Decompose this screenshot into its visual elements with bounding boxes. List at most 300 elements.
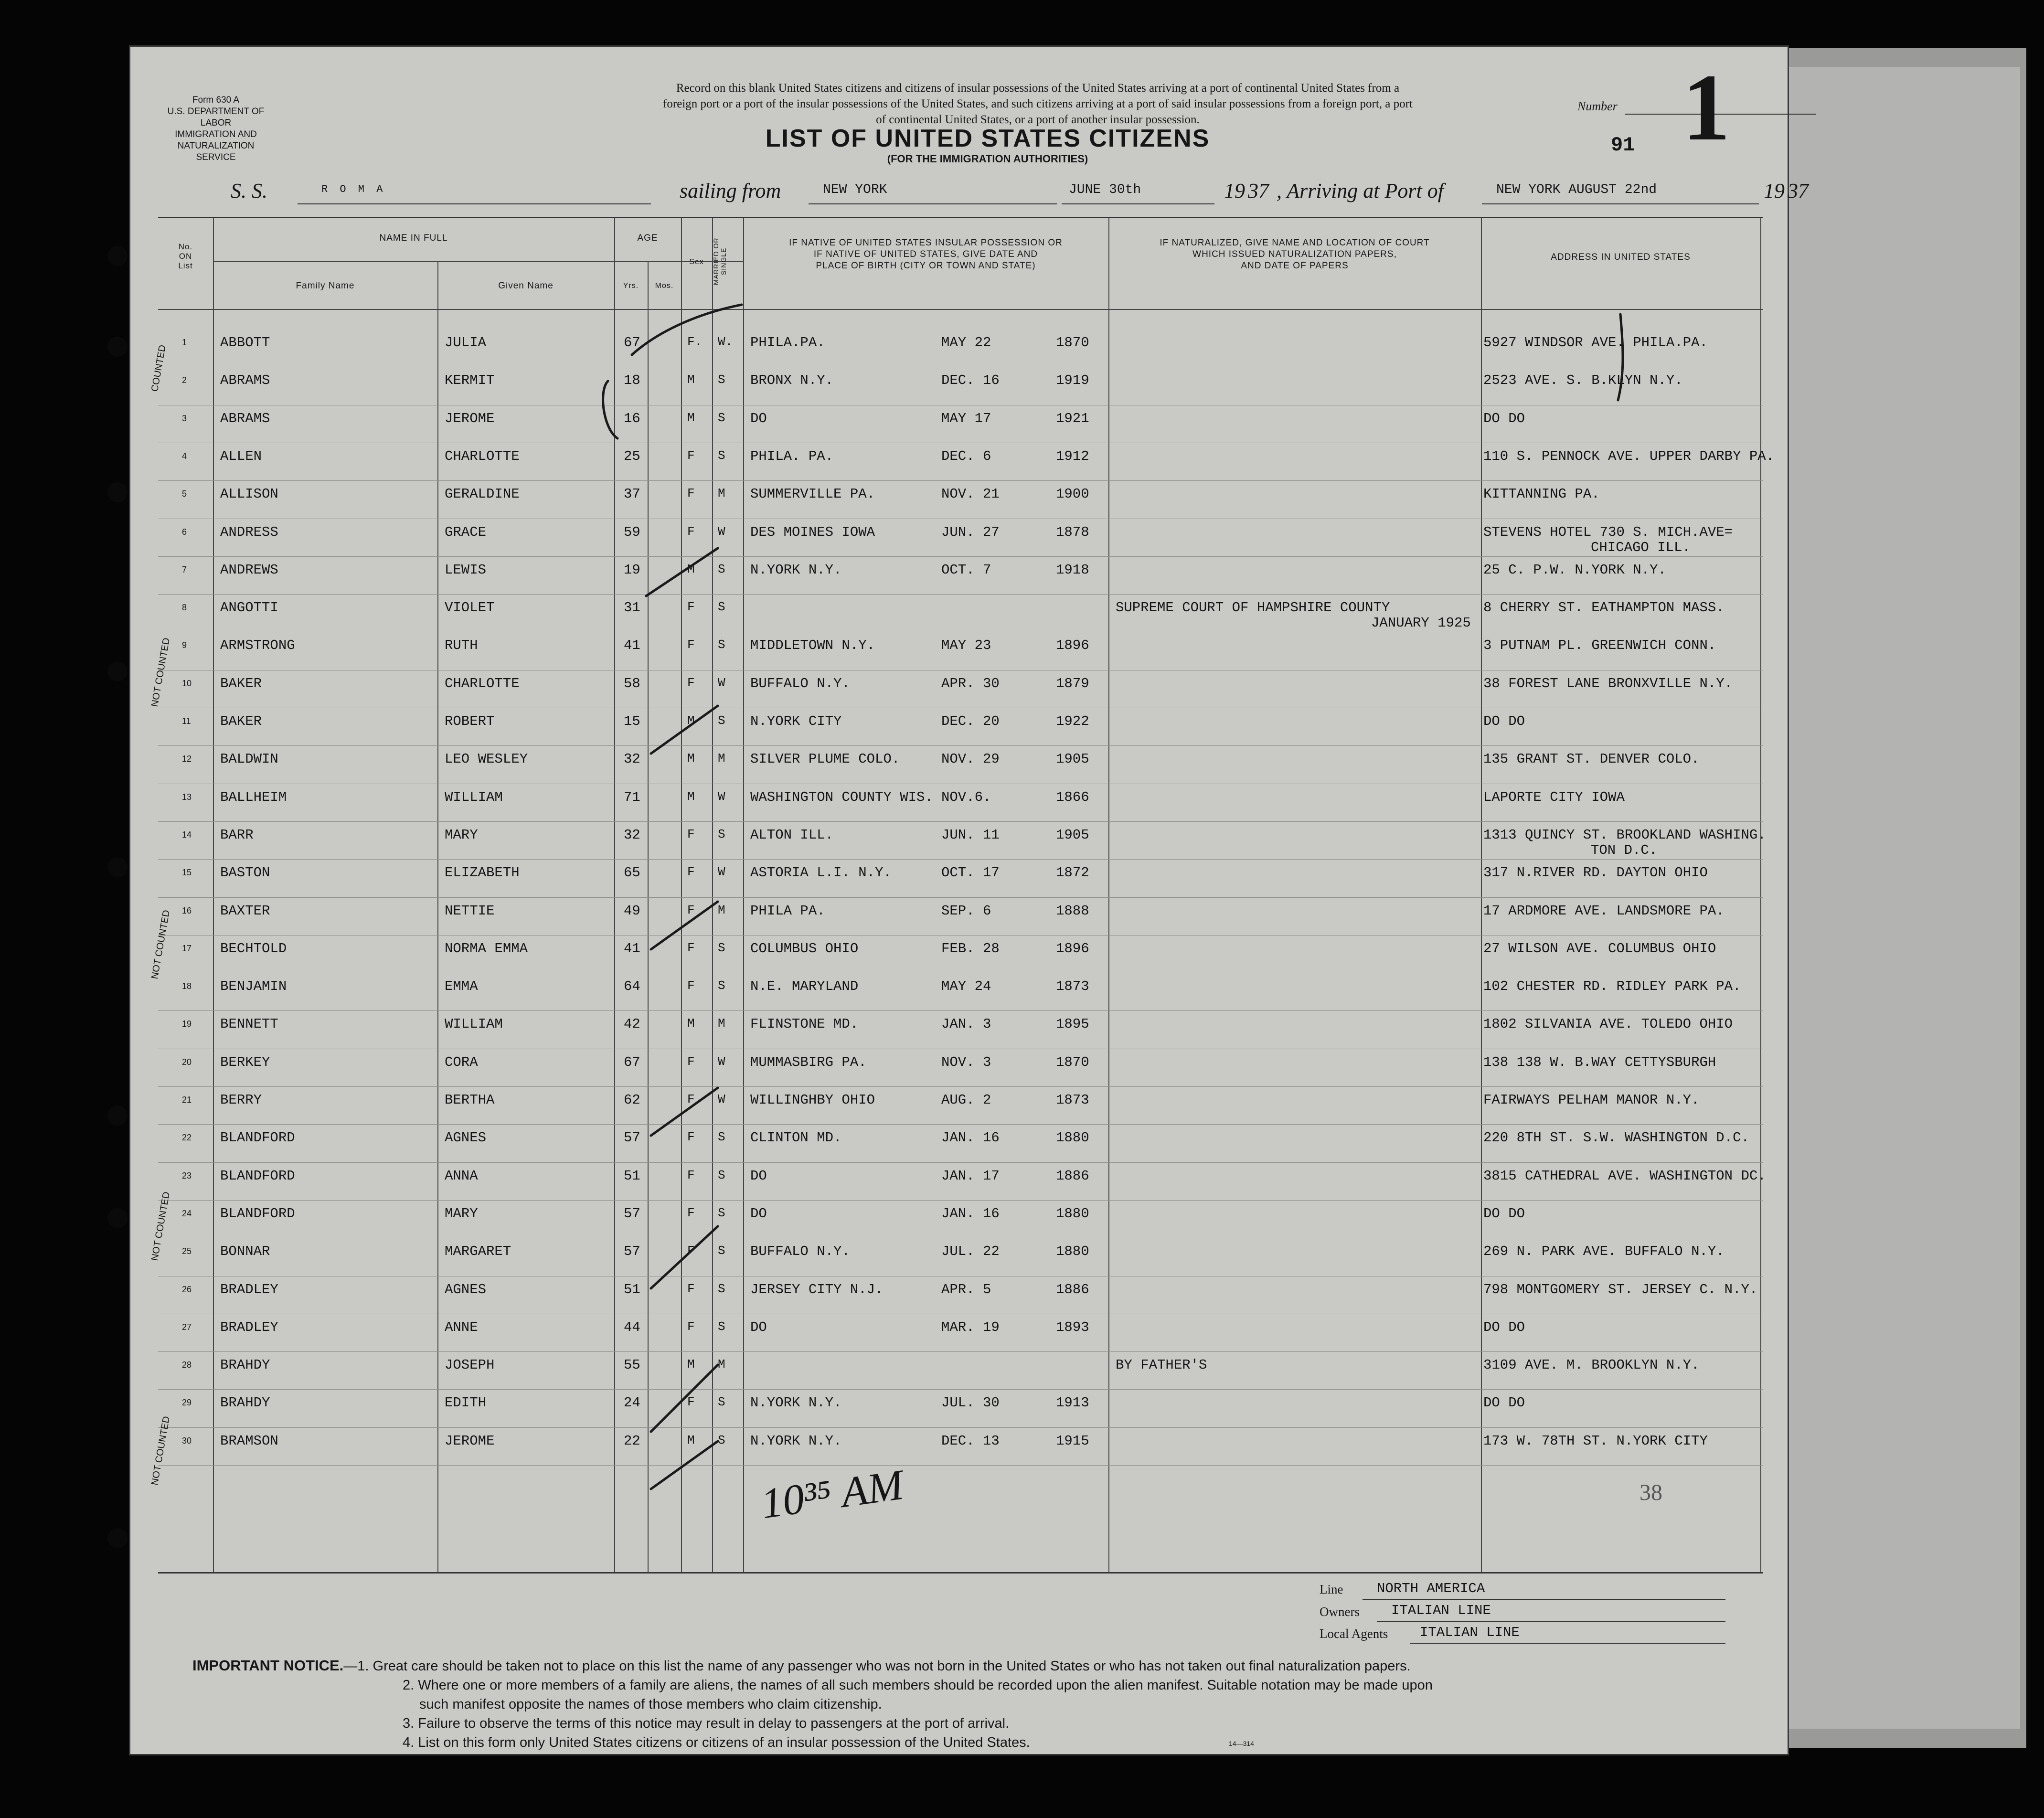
cell-place: DO: [750, 410, 767, 426]
cell-ms: M: [718, 903, 725, 917]
cell-date: MAY 23: [941, 638, 991, 654]
notice-item-3: 3. Failure to observe the terms of this notice may result in delay to passengers at the port of arrival.: [403, 1716, 1010, 1731]
cell-place: PHILA. PA.: [750, 448, 834, 464]
cell-year: 1915: [1056, 1433, 1089, 1449]
row-number: 17: [182, 943, 192, 953]
line-label: Line: [1320, 1582, 1343, 1596]
cell-year: 1918: [1056, 562, 1089, 578]
cell-age: 37: [624, 486, 640, 502]
header-name-in-full: NAME IN FULL: [379, 233, 448, 243]
cell-family: ANDREWS: [220, 562, 278, 578]
instructions-line-2: foreign port or a port of the insular possessions of the United States, and such citizens arriving at a port of said insular possessions from a foreign port, a port: [663, 97, 1413, 110]
cell-given: MARY: [445, 827, 478, 843]
cell-addr: 38 FOREST LANE BRONXVILLE N.Y.: [1483, 675, 1733, 691]
row-number: 10: [182, 678, 192, 688]
cell-ms: S: [718, 372, 725, 387]
cell-place: JERSEY CITY N.J.: [750, 1281, 884, 1297]
cell-age: 67: [624, 1054, 640, 1070]
cell-given: EDITH: [445, 1395, 487, 1411]
cell-ms: S: [718, 827, 725, 841]
cell-given: GERALDINE: [445, 486, 520, 502]
cell-place: WILLINGHBY OHIO: [750, 1092, 875, 1108]
cell-sex: M: [687, 410, 695, 425]
cell-date: DEC. 6: [941, 448, 991, 464]
cell-year: 1896: [1056, 638, 1089, 654]
cell-sex: F: [687, 1244, 695, 1258]
cell-year: 1893: [1056, 1319, 1089, 1335]
cell-addr: 27 WILSON AVE. COLUMBUS OHIO: [1483, 940, 1716, 957]
cell-given: CHARLOTTE: [445, 675, 520, 691]
cell-addr: 135 GRANT ST. DENVER COLO.: [1483, 751, 1700, 767]
cell-place: N.YORK N.Y.: [750, 1433, 842, 1449]
cell-ms: S: [718, 1205, 725, 1220]
page-title: LIST OF UNITED STATES CITIZENS: [765, 125, 1210, 152]
cell-addr: STEVENS HOTEL 730 S. MICH.AVE=: [1483, 524, 1733, 540]
important-notice: [192, 1656, 1745, 1752]
cell-nat-continued: JANUARY 1925: [1371, 615, 1471, 631]
cell-sex: F: [687, 903, 695, 917]
cell-age: 67: [624, 335, 640, 351]
cell-place: ALTON ILL.: [750, 827, 834, 843]
cell-family: BERRY: [220, 1092, 262, 1108]
cell-addr: DO DO: [1483, 410, 1525, 426]
row-number: 4: [182, 451, 187, 461]
cell-year: 1870: [1056, 335, 1089, 351]
cell-place: CLINTON MD.: [750, 1130, 842, 1146]
cell-ms: S: [718, 1130, 725, 1145]
cell-place: N.YORK N.Y.: [750, 1395, 842, 1411]
cell-ms: S: [718, 600, 725, 615]
cell-ms: S: [718, 1168, 725, 1182]
cell-place: MIDDLETOWN N.Y.: [750, 638, 875, 654]
cell-place: WASHINGTON COUNTY WIS.: [750, 789, 933, 805]
cell-place: DO: [750, 1168, 767, 1184]
cell-sex: F.: [687, 335, 703, 349]
cell-ms: S: [718, 713, 725, 728]
cell-family: BRAMSON: [220, 1433, 278, 1449]
cell-age: 32: [624, 827, 640, 843]
header-given-name: Given Name: [498, 281, 554, 291]
cell-date: MAY 24: [941, 978, 991, 995]
cell-sex: M: [687, 1357, 695, 1372]
cell-family: BRAHDY: [220, 1357, 270, 1373]
cell-age: 42: [624, 1016, 640, 1032]
cell-date: DEC. 13: [941, 1433, 1000, 1449]
cell-place: PHILA.PA.: [750, 335, 825, 351]
print-code: 14—314: [1229, 1740, 1254, 1747]
cell-age: 15: [624, 713, 640, 729]
cell-addr: 1802 SILVANIA AVE. TOLEDO OHIO: [1483, 1016, 1733, 1032]
cell-place: N.YORK CITY: [750, 713, 842, 729]
cell-family: BRADLEY: [220, 1319, 278, 1335]
cell-date: MAR. 19: [941, 1319, 1000, 1335]
cell-sex: F: [687, 940, 695, 955]
binding-hole: [107, 1528, 128, 1548]
row-number: 22: [182, 1133, 192, 1143]
binding-hole: [107, 337, 128, 357]
cell-age: 24: [624, 1395, 640, 1411]
cell-family: BRADLEY: [220, 1281, 278, 1297]
header-family-name: Family Name: [296, 281, 355, 291]
cell-ms: M: [718, 1357, 725, 1372]
cell-date: OCT. 17: [941, 865, 1000, 881]
cell-sex: F: [687, 827, 695, 841]
cell-given: JOSEPH: [445, 1357, 495, 1373]
cell-addr: 110 S. PENNOCK AVE. UPPER DARBY PA.: [1483, 448, 1775, 464]
cell-year: 1880: [1056, 1130, 1089, 1146]
cell-family: BENJAMIN: [220, 978, 287, 995]
arrival-port-date: NEW YORK AUGUST 22nd: [1496, 182, 1657, 197]
cell-age: 44: [624, 1319, 640, 1335]
notice-item-2-cont: such manifest opposite the names of those members who claim citizenship.: [419, 1697, 882, 1712]
sailing-date: JUNE 30th: [1069, 182, 1141, 197]
agents-value: ITALIAN LINE: [1420, 1625, 1520, 1640]
cell-date: JUL. 22: [941, 1244, 1000, 1260]
line-underline: [1363, 1599, 1725, 1600]
cell-family: BAKER: [220, 675, 262, 691]
cell-family: BENNETT: [220, 1016, 278, 1032]
cell-age: 59: [624, 524, 640, 540]
not-counted-stamp: NOT COUNTED: [149, 637, 172, 708]
cell-given: JULIA: [445, 335, 487, 351]
cell-sex: M: [687, 562, 695, 576]
cell-given: AGNES: [445, 1281, 487, 1297]
cell-sex: F: [687, 865, 695, 880]
cell-family: BARR: [220, 827, 254, 843]
cell-ms: S: [718, 638, 725, 652]
cell-place: COLUMBUS OHIO: [750, 940, 859, 957]
row-number: 1: [182, 338, 187, 347]
line-value: NORTH AMERICA: [1377, 1581, 1485, 1596]
cell-given: RUTH: [445, 638, 478, 654]
cell-year: 1866: [1056, 789, 1089, 805]
cell-year: 1886: [1056, 1281, 1089, 1297]
page-number: 1: [1682, 55, 1730, 160]
cell-sex: F: [687, 1168, 695, 1182]
agency-line-1: IMMIGRATION AND: [175, 129, 257, 139]
cell-date: NOV. 3: [941, 1054, 991, 1070]
cell-family: BASTON: [220, 865, 270, 881]
cell-given: MARY: [445, 1205, 478, 1222]
row-number: 20: [182, 1057, 192, 1067]
agents-underline: [1410, 1643, 1725, 1644]
cell-age: 62: [624, 1092, 640, 1108]
row-number: 26: [182, 1284, 192, 1294]
cell-place: BUFFALO N.Y.: [750, 1244, 850, 1260]
sailing-label: sailing from: [680, 179, 781, 202]
owners-underline: [1377, 1621, 1725, 1622]
cell-year: 1921: [1056, 410, 1089, 426]
cell-date: JUL. 30: [941, 1395, 1000, 1411]
cell-date: DEC. 20: [941, 713, 1000, 729]
cell-year: 1873: [1056, 978, 1089, 995]
header-naturalization: IF NATURALIZED, GIVE NAME AND LOCATION OF COURT WHICH ISSUED NATURALIZATION PAPERS, AND DATE OF PAPERS: [1160, 238, 1430, 271]
row-number: 5: [182, 489, 187, 499]
cell-addr: 3 PUTNAM PL. GREENWICH CONN.: [1483, 638, 1716, 654]
cell-given: ANNE: [445, 1319, 478, 1335]
cell-given: CHARLOTTE: [445, 448, 520, 464]
cell-age: 58: [624, 675, 640, 691]
row-number: 6: [182, 527, 187, 537]
cell-given: CORA: [445, 1054, 478, 1070]
cell-given: BERTHA: [445, 1092, 495, 1108]
cell-given: WILLIAM: [445, 1016, 503, 1032]
cell-date: JAN. 3: [941, 1016, 991, 1032]
cell-ms: W: [718, 675, 725, 690]
cell-addr: 3109 AVE. M. BROOKLYN N.Y.: [1483, 1357, 1700, 1373]
cell-family: BLANDFORD: [220, 1168, 295, 1184]
cell-ms: W: [718, 789, 725, 804]
notice-lead: IMPORTANT NOTICE.: [192, 1657, 344, 1674]
cell-ms: W: [718, 1054, 725, 1069]
cell-nat: BY FATHER'S: [1116, 1357, 1207, 1373]
cell-nat: SUPREME COURT OF HAMPSHIRE COUNTY: [1116, 600, 1390, 616]
cell-age: 41: [624, 940, 640, 957]
cell-sex: F: [687, 1054, 695, 1069]
cell-family: BALDWIN: [220, 751, 278, 767]
cell-family: ABRAMS: [220, 372, 270, 389]
cell-ms: S: [718, 448, 725, 463]
cell-date: NOV. 29: [941, 751, 1000, 767]
cell-place: PHILA PA.: [750, 903, 825, 919]
cell-age: 65: [624, 865, 640, 881]
cell-addr: FAIRWAYS PELHAM MANOR N.Y.: [1483, 1092, 1700, 1108]
header-sex: Sex: [689, 258, 704, 266]
cell-age: 64: [624, 978, 640, 995]
header-years: Yrs.: [623, 282, 639, 290]
cell-addr: 138 138 W. B.WAY CETTYSBURGH: [1483, 1054, 1716, 1070]
header-address: ADDRESS IN UNITED STATES: [1551, 252, 1691, 262]
cell-place: DES MOINES IOWA: [750, 524, 875, 540]
cell-given: AGNES: [445, 1130, 487, 1146]
binding-hole: [107, 1106, 128, 1126]
cell-ms: W: [718, 865, 725, 880]
cell-family: ARMSTRONG: [220, 638, 295, 654]
not-counted-stamp: NOT COUNTED: [149, 1415, 172, 1486]
cell-addr: 25 C. P.W. N.YORK N.Y.: [1483, 562, 1666, 578]
cell-sex: F: [687, 978, 695, 993]
row-number: 2: [182, 375, 187, 385]
cell-place: N.YORK N.Y.: [750, 562, 842, 578]
cell-family: ALLEN: [220, 448, 262, 464]
binding-hole: [107, 246, 128, 266]
cell-sex: F: [687, 1092, 695, 1106]
cell-ms: M: [718, 751, 725, 766]
cell-given: ROBERT: [445, 713, 495, 729]
owners-label: Owners: [1320, 1605, 1360, 1619]
cell-ms: W.: [718, 335, 733, 349]
cell-place: BUFFALO N.Y.: [750, 675, 850, 691]
cell-ms: S: [718, 410, 725, 425]
row-number: 27: [182, 1322, 192, 1332]
cell-sex: F: [687, 600, 695, 615]
cell-sex: F: [687, 1281, 695, 1296]
cell-year: 1912: [1056, 448, 1089, 464]
arrival-year-suffix: 37: [1788, 179, 1809, 202]
cell-date: JUN. 27: [941, 524, 1000, 540]
cell-addr: DO DO: [1483, 1205, 1525, 1222]
cell-given: KERMIT: [445, 372, 495, 389]
cell-age: 49: [624, 903, 640, 919]
cell-date: DEC. 16: [941, 372, 1000, 389]
cell-sex: F: [687, 448, 695, 463]
cell-place: N.E. MARYLAND: [750, 978, 859, 995]
header-age: AGE: [637, 233, 658, 243]
cell-date: FEB. 28: [941, 940, 1000, 957]
cell-date: NOV.6.: [941, 789, 991, 805]
cell-date: NOV. 21: [941, 486, 1000, 502]
cell-addr: DO DO: [1483, 713, 1525, 729]
cell-addr: 8 CHERRY ST. EATHAMPTON MASS.: [1483, 600, 1725, 616]
cell-place: DO: [750, 1319, 767, 1335]
cell-ms: S: [718, 940, 725, 955]
cell-given: WILLIAM: [445, 789, 503, 805]
cell-age: 19: [624, 562, 640, 578]
counted-stamp: COUNTED: [149, 344, 168, 393]
cell-sex: M: [687, 751, 695, 766]
cell-family: BERKEY: [220, 1054, 270, 1070]
cell-year: 1873: [1056, 1092, 1089, 1108]
row-number: 9: [182, 640, 187, 650]
cell-age: 57: [624, 1130, 640, 1146]
cell-age: 51: [624, 1168, 640, 1184]
cell-addr: 317 N.RIVER RD. DAYTON OHIO: [1483, 865, 1708, 881]
agency-line-2: NATURALIZATION SERVICE: [177, 141, 255, 162]
cell-given: NETTIE: [445, 903, 495, 919]
cell-year: 1878: [1056, 524, 1089, 540]
cell-addr: 2523 AVE. S. B.KLYN N.Y.: [1483, 372, 1683, 389]
cell-given: JEROME: [445, 1433, 495, 1449]
cell-age: 25: [624, 448, 640, 464]
cell-age: 57: [624, 1244, 640, 1260]
cell-addr: KITTANNING PA.: [1483, 486, 1600, 502]
header-place-of-birth: IF NATIVE OF UNITED STATES INSULAR POSSESSION OR IF NATIVE OF UNITED STATES, GIVE DATE AND PLACE OF BIRTH (CITY OR TOWN AND STATE): [789, 238, 1063, 271]
cell-given: ANNA: [445, 1168, 478, 1184]
cell-addr: 173 W. 78TH ST. N.YORK CITY: [1483, 1433, 1708, 1449]
binding-hole: [107, 661, 128, 681]
cell-age: 51: [624, 1281, 640, 1297]
ss-label: S. S.: [231, 179, 267, 202]
cell-year: 1905: [1056, 751, 1089, 767]
cell-age: 31: [624, 600, 640, 616]
cell-ms: W: [718, 524, 725, 539]
row-number: 12: [182, 754, 192, 764]
cell-addr: 220 8TH ST. S.W. WASHINGTON D.C.: [1483, 1130, 1749, 1146]
cell-family: BRAHDY: [220, 1395, 270, 1411]
cell-sex: F: [687, 1130, 695, 1145]
cell-family: BLANDFORD: [220, 1205, 295, 1222]
cell-date: MAY 22: [941, 335, 991, 351]
row-number: 28: [182, 1360, 192, 1370]
cell-place: FLINSTONE MD.: [750, 1016, 859, 1032]
cell-ms: W: [718, 1092, 725, 1106]
cell-given: LEWIS: [445, 562, 487, 578]
cell-addr: 17 ARDMORE AVE. LANDSMORE PA.: [1483, 903, 1725, 919]
cell-addr-continued: CHICAGO ILL.: [1591, 539, 1691, 555]
cell-year: 1905: [1056, 827, 1089, 843]
cell-year: 1919: [1056, 372, 1089, 389]
row-number: 11: [182, 716, 191, 726]
cell-sex: M: [687, 1016, 695, 1031]
cell-family: BAXTER: [220, 903, 270, 919]
row-number: 30: [182, 1435, 192, 1446]
cell-addr: LAPORTE CITY IOWA: [1483, 789, 1625, 805]
row-number: 18: [182, 981, 192, 991]
cell-family: ABRAMS: [220, 410, 270, 426]
row-number: 8: [182, 603, 187, 613]
notice-item-4: 4. List on this form only United States citizens or citizens of an insular possession of the United States.: [403, 1735, 1030, 1750]
cell-family: BALLHEIM: [220, 789, 287, 805]
cell-year: 1896: [1056, 940, 1089, 957]
row-number: 13: [182, 792, 192, 802]
departure-port: NEW YORK: [823, 182, 887, 197]
cell-ms: S: [718, 1395, 725, 1410]
cell-year: 1895: [1056, 1016, 1089, 1032]
cell-family: ANDRESS: [220, 524, 278, 540]
list-code: 91: [1611, 134, 1635, 157]
cell-sex: F: [687, 638, 695, 652]
cell-sex: M: [687, 372, 695, 387]
cell-ms: M: [718, 486, 725, 501]
cell-sex: F: [687, 675, 695, 690]
cell-sex: F: [687, 1205, 695, 1220]
cell-place: ASTORIA L.I. N.Y.: [750, 865, 892, 881]
cell-age: 57: [624, 1205, 640, 1222]
cell-year: 1879: [1056, 675, 1089, 691]
cell-place: BRONX N.Y.: [750, 372, 834, 389]
department: U.S. DEPARTMENT OF LABOR: [167, 106, 265, 128]
manifest-page: [129, 45, 1809, 1755]
cell-sex: M: [687, 1433, 695, 1447]
cell-date: JUN. 11: [941, 827, 1000, 843]
cell-sex: M: [687, 713, 695, 728]
cell-date: APR. 30: [941, 675, 1000, 691]
cell-sex: F: [687, 1319, 695, 1334]
row-number: 14: [182, 829, 192, 840]
handwritten-checkmarks: [130, 47, 1788, 1754]
cell-date: JAN. 16: [941, 1130, 1000, 1146]
row-number: 21: [182, 1095, 192, 1105]
cell-ms: S: [718, 978, 725, 993]
header-list-no: No. ON List: [178, 242, 193, 270]
cell-year: 1880: [1056, 1205, 1089, 1222]
cell-given: LEO WESLEY: [445, 751, 528, 767]
row-number: 3: [182, 413, 187, 423]
arrival-year-prefix: 19: [1764, 179, 1785, 202]
cell-sex: M: [687, 789, 695, 804]
year-suffix: 37: [1248, 179, 1269, 202]
binding-hole: [107, 482, 128, 502]
cell-year: 1900: [1056, 486, 1089, 502]
arrival-time-note: 10³⁵ AM: [758, 1461, 906, 1528]
cell-addr-continued: TON D.C.: [1591, 842, 1658, 858]
cell-family: ALLISON: [220, 486, 278, 502]
cell-addr: DO DO: [1483, 1395, 1525, 1411]
cell-year: 1886: [1056, 1168, 1089, 1184]
cell-date: OCT. 7: [941, 562, 991, 578]
cell-family: ABBOTT: [220, 335, 270, 351]
cell-age: 22: [624, 1433, 640, 1449]
page-count-note: 38: [1639, 1480, 1662, 1505]
cell-ms: M: [718, 1016, 725, 1031]
row-number: 23: [182, 1170, 192, 1180]
row-number: 25: [182, 1246, 192, 1256]
cell-addr: 3815 CATHEDRAL AVE. WASHINGTON DC.: [1483, 1168, 1766, 1184]
not-counted-stamp: NOT COUNTED: [149, 1191, 172, 1262]
number-label: Number: [1577, 99, 1618, 113]
cell-place: MUMMASBIRG PA.: [750, 1054, 867, 1070]
cell-given: VIOLET: [445, 600, 495, 616]
